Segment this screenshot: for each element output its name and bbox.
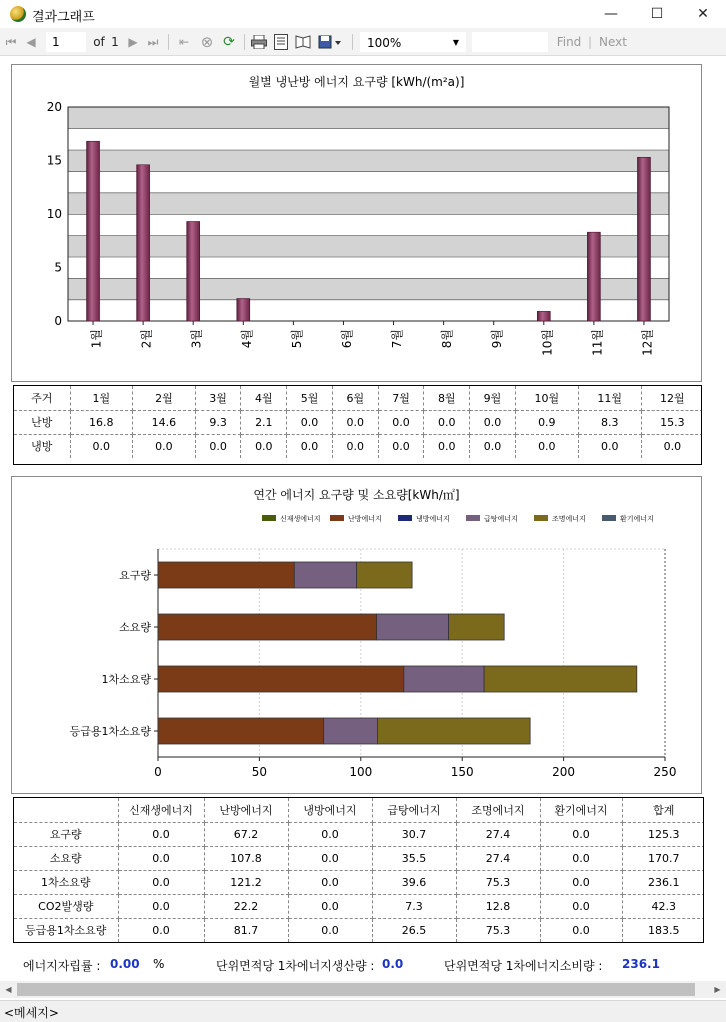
table-row: [14, 386, 702, 410]
grid-band: [68, 193, 669, 214]
grid-band: [68, 278, 669, 299]
scrollbar-thumb[interactable]: [17, 983, 695, 996]
bar-segment: [158, 614, 377, 640]
monthly-chart-title: 월별 냉난방 에너지 요구량 [kWh/(m²a)]: [248, 75, 465, 89]
table-cell: 26.5: [372, 918, 456, 942]
table-header-cell: 12월: [641, 386, 702, 410]
x-tick-label: 1월: [89, 329, 104, 349]
grid-band: [68, 150, 669, 171]
table-cell: 0.0: [424, 410, 470, 434]
table-cell: 2.1: [241, 410, 287, 434]
table-cell: 125.3: [622, 822, 704, 846]
legend-swatch: [330, 515, 344, 521]
bar-segment: [377, 614, 449, 640]
table-cell: 0.0: [287, 434, 333, 458]
table-header-cell: 신재생에너지: [118, 798, 204, 822]
annual-chart-title: 연간 에너지 요구량 및 소요량[kWh/㎡]: [253, 488, 460, 502]
table-cell: 0.0: [470, 434, 516, 458]
self-sufficiency-value: 0.00: [110, 957, 140, 971]
y-tick-label: 5: [54, 260, 62, 275]
row-label: 냉방: [14, 434, 70, 458]
row-label: CO2발생량: [14, 894, 118, 918]
last-page-icon[interactable]: ⏭: [147, 34, 159, 49]
page-setup-icon[interactable]: [294, 28, 312, 56]
table-header-cell: 조명에너지: [456, 798, 540, 822]
report-viewer[interactable]: [0, 57, 726, 981]
table-header-cell: 4월: [241, 386, 287, 410]
legend-swatch: [534, 515, 548, 521]
table-cell: 0.0: [540, 894, 622, 918]
table-row: [14, 870, 704, 894]
table-cell: 67.2: [204, 822, 288, 846]
status-message: <메세지>: [4, 1006, 59, 1020]
x-tick-label: 2월: [139, 329, 154, 349]
monthly-table: [14, 386, 702, 458]
x-tick-label: 10월: [540, 329, 555, 356]
consumption-label: 단위면적당 1차에너지소비량 :: [444, 959, 603, 973]
self-sufficiency-unit: %: [153, 957, 165, 971]
table-header-cell: 11월: [578, 386, 641, 410]
bar-segment: [404, 666, 484, 692]
table-cell: 42.3: [622, 894, 704, 918]
zoom-select[interactable]: [360, 32, 466, 52]
table-row: [14, 434, 702, 458]
annual-table-wrap: [13, 797, 704, 943]
bar-segment: [158, 718, 324, 744]
grid-band: [68, 107, 669, 128]
next-button[interactable]: Next: [599, 35, 627, 49]
table-header-cell: 9월: [470, 386, 516, 410]
page-of-label: of: [93, 35, 105, 49]
legend-label: 난방에너지: [348, 515, 382, 523]
table-header-cell: 2월: [133, 386, 196, 410]
legend-label: 냉방에너지: [416, 515, 450, 523]
table-cell: 27.4: [456, 822, 540, 846]
x-tick-label: 5월: [289, 329, 304, 349]
legend-swatch: [262, 515, 276, 521]
table-row: [14, 918, 704, 942]
table-cell: 0.0: [378, 434, 424, 458]
legend-swatch: [466, 515, 480, 521]
table-header-cell: 환기에너지: [540, 798, 622, 822]
bar: [187, 221, 200, 321]
bar: [237, 299, 250, 321]
page-total-label: 1: [111, 35, 119, 49]
export-icon[interactable]: [316, 28, 344, 56]
toolbar-separator: [244, 34, 245, 50]
close-button[interactable]: ✕: [697, 6, 709, 22]
table-cell: 12.8: [456, 894, 540, 918]
table-cell: 16.8: [70, 410, 133, 434]
table-cell: 0.0: [641, 434, 702, 458]
x-tick-label: 250: [653, 765, 677, 779]
production-value: 0.0: [382, 957, 404, 971]
table-header-cell: 7월: [378, 386, 424, 410]
refresh-icon[interactable]: ⟳: [223, 34, 235, 50]
table-header-cell: 냉방에너지: [288, 798, 372, 822]
bar-segment: [324, 718, 378, 744]
table-cell: 35.5: [372, 846, 456, 870]
table-cell: 0.0: [332, 410, 378, 434]
monthly-table-wrap: [13, 385, 702, 465]
table-cell: 0.0: [70, 434, 133, 458]
table-cell: 0.0: [332, 434, 378, 458]
minimize-button[interactable]: —: [604, 6, 618, 22]
x-tick-label: 100: [349, 765, 373, 779]
table-cell: 7.3: [372, 894, 456, 918]
bar-segment: [357, 562, 413, 588]
legend-swatch: [398, 515, 412, 521]
monthly-bar-chart: [12, 65, 701, 381]
x-tick-label: 150: [450, 765, 474, 779]
table-header-cell: 급탕에너지: [372, 798, 456, 822]
stop-icon[interactable]: ⊗: [200, 33, 214, 51]
bar-segment: [294, 562, 356, 588]
summary-line: [0, 953, 726, 977]
find-input[interactable]: [472, 32, 548, 52]
table-cell: 27.4: [456, 846, 540, 870]
table-cell: 0.0: [515, 434, 578, 458]
table-cell: 0.0: [288, 870, 372, 894]
chevron-down-icon: ▼: [452, 38, 459, 47]
x-tick-label: 0: [154, 765, 162, 779]
table-cell: 0.0: [118, 870, 204, 894]
find-separator: |: [587, 35, 593, 49]
table-cell: 81.7: [204, 918, 288, 942]
toolbar-separator: [352, 34, 353, 50]
bar-segment: [377, 718, 530, 744]
table-cell: 0.0: [288, 846, 372, 870]
table-row: [14, 822, 704, 846]
bar: [637, 157, 650, 321]
y-tick-label: 0: [54, 314, 62, 328]
table-cell: 0.0: [424, 434, 470, 458]
x-tick-label: 6월: [339, 329, 354, 349]
x-tick-label: 11월: [590, 329, 605, 356]
first-page-icon[interactable]: ⏮: [5, 34, 17, 49]
grid-band: [68, 128, 669, 149]
legend-label: 조명에너지: [552, 515, 586, 523]
grid-band: [68, 214, 669, 235]
annual-chart-panel: [11, 476, 702, 794]
table-row: [14, 410, 702, 434]
row-label: 난방: [14, 410, 70, 434]
legend-label: 급탕에너지: [484, 515, 518, 523]
production-label: 단위면적당 1차에너지생산량 :: [216, 959, 375, 973]
grid-band: [68, 257, 669, 278]
table-cell: 0.0: [540, 846, 622, 870]
table-cell: 0.0: [540, 822, 622, 846]
table-cell: 0.0: [288, 894, 372, 918]
table-header-cell: 5월: [287, 386, 333, 410]
maximize-button[interactable]: ☐: [650, 6, 664, 22]
x-tick-label: 3월: [189, 329, 204, 349]
table-cell: 0.0: [118, 822, 204, 846]
table-cell: 121.2: [204, 870, 288, 894]
x-tick-label: 200: [552, 765, 576, 779]
table-row: [14, 798, 704, 822]
x-tick-label: 9월: [490, 329, 505, 349]
y-tick-label: 20: [46, 100, 62, 114]
table-row: [14, 846, 704, 870]
table-cell: 14.6: [133, 410, 196, 434]
legend-label: 신재생에너지: [280, 515, 321, 523]
title-bar: [0, 0, 726, 28]
bar: [537, 311, 550, 321]
monthly-chart-panel: [11, 64, 702, 382]
table-header-cell: 합계: [622, 798, 704, 822]
table-cell: 0.0: [540, 918, 622, 942]
y-tick-label: 요구량: [119, 569, 151, 582]
table-cell: 75.3: [456, 870, 540, 894]
table-header-cell: 3월: [195, 386, 241, 410]
table-header-cell: 난방에너지: [204, 798, 288, 822]
y-tick-label: 15: [46, 153, 62, 168]
consumption-value: 236.1: [622, 957, 660, 971]
table-header-cell: 6월: [332, 386, 378, 410]
table-cell: 0.0: [470, 410, 516, 434]
bar-segment: [484, 666, 637, 692]
table-cell: 0.0: [133, 434, 196, 458]
table-cell: 170.7: [622, 846, 704, 870]
window-title: 결과그래프: [32, 10, 95, 25]
table-cell: 15.3: [641, 410, 702, 434]
row-label: 등급용1차소요량: [14, 918, 118, 942]
table-cell: 0.0: [118, 918, 204, 942]
x-tick-label: 50: [251, 765, 268, 779]
y-tick-label: 소요량: [119, 621, 151, 634]
scroll-left-icon[interactable]: ◀: [5, 985, 12, 994]
scroll-right-icon[interactable]: ▶: [714, 985, 721, 994]
table-cell: 0.0: [288, 918, 372, 942]
table-cell: 0.0: [241, 434, 287, 458]
x-tick-label: 8월: [440, 329, 455, 349]
zoom-value: 100%: [367, 36, 402, 50]
table-row: [14, 894, 704, 918]
table-cell: 0.0: [195, 434, 241, 458]
next-page-icon[interactable]: ▶: [128, 35, 138, 49]
table-cell: 30.7: [372, 822, 456, 846]
x-tick-label: 4월: [239, 329, 254, 349]
x-tick-label: 7월: [390, 329, 405, 349]
bar: [587, 232, 600, 321]
table-cell: 주거: [14, 386, 70, 410]
table-cell: 0.0: [118, 894, 204, 918]
table-cell: 0.0: [540, 870, 622, 894]
y-tick-label: 1차소요량: [101, 673, 151, 686]
back-icon[interactable]: ⇤: [178, 35, 190, 49]
grid-band: [68, 235, 669, 256]
x-tick-label: 12월: [640, 329, 655, 356]
self-sufficiency-label: 에너지자립률 :: [23, 959, 101, 973]
legend-label: 환기에너지: [620, 515, 654, 523]
report-toolbar: [0, 28, 726, 56]
print-layout-icon[interactable]: [272, 28, 290, 56]
grid-band: [68, 171, 669, 192]
table-cell: 8.3: [578, 410, 641, 434]
toolbar-separator: [168, 34, 169, 50]
annual-stacked-bar-chart: [12, 477, 701, 793]
table-cell: 107.8: [204, 846, 288, 870]
row-label: 소요량: [14, 846, 118, 870]
table-cell: 236.1: [622, 870, 704, 894]
table-cell: 0.0: [287, 410, 333, 434]
table-cell: 0.0: [118, 846, 204, 870]
table-cell: 0.0: [288, 822, 372, 846]
table-header-cell: 1월: [70, 386, 133, 410]
bar-segment: [158, 562, 294, 588]
status-bar: [0, 1000, 726, 1022]
row-label: 1차소요량: [14, 870, 118, 894]
bar: [137, 165, 150, 321]
previous-page-icon[interactable]: ◀: [26, 35, 36, 49]
bar-segment: [449, 614, 505, 640]
table-cell: 9.3: [195, 410, 241, 434]
grid-band: [68, 300, 669, 321]
page-number-input[interactable]: [46, 32, 86, 52]
horizontal-scrollbar[interactable]: [0, 981, 726, 998]
annual-table: [14, 798, 704, 942]
table-cell: 0.0: [378, 410, 424, 434]
row-label: 요구량: [14, 822, 118, 846]
legend-swatch: [602, 515, 616, 521]
table-cell: 22.2: [204, 894, 288, 918]
table-header-cell: [14, 798, 118, 822]
find-button[interactable]: Find: [556, 35, 582, 49]
bar: [87, 141, 100, 321]
bar-segment: [158, 666, 404, 692]
y-tick-label: 등급용1차소요량: [69, 725, 151, 738]
app-icon: [10, 6, 26, 22]
table-cell: 0.9: [515, 410, 578, 434]
table-header-cell: 8월: [424, 386, 470, 410]
print-icon[interactable]: [250, 28, 268, 56]
table-cell: 183.5: [622, 918, 704, 942]
table-header-cell: 10월: [515, 386, 578, 410]
table-cell: 39.6: [372, 870, 456, 894]
y-tick-label: 10: [46, 207, 62, 221]
table-cell: 75.3: [456, 918, 540, 942]
table-cell: 0.0: [578, 434, 641, 458]
